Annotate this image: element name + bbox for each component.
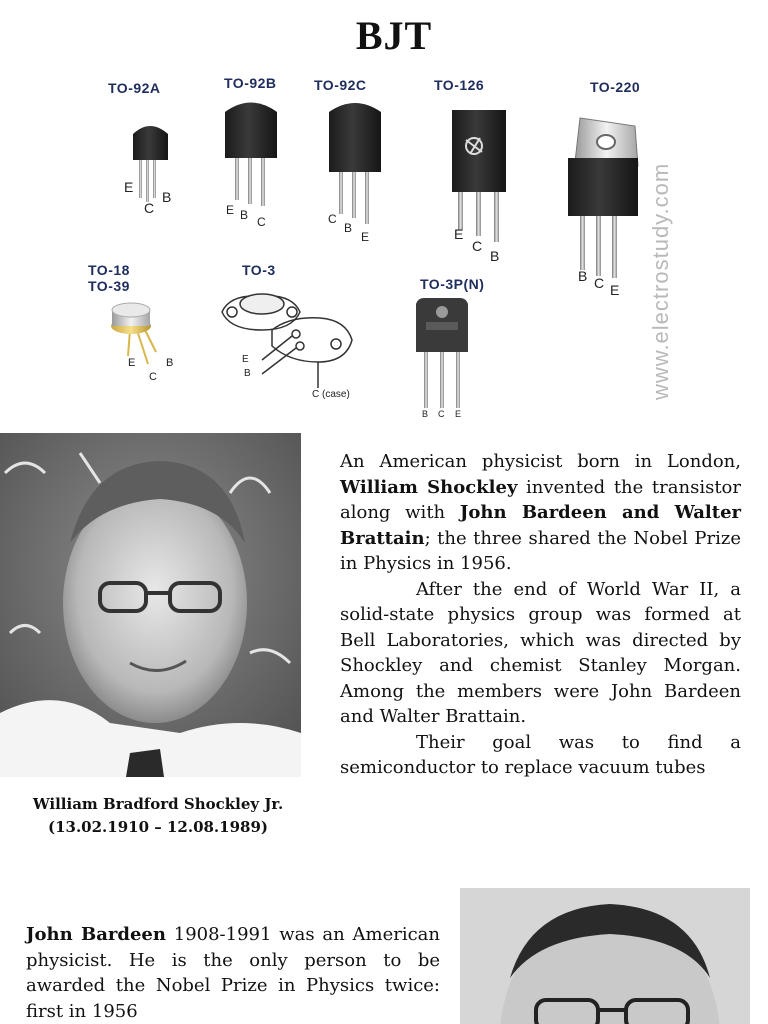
to92b-label: TO-92B — [224, 75, 277, 91]
to3-transistor — [222, 294, 352, 388]
shockley-paragraph-2: After the end of World War II, a solid-state physics group was formed at Bell Laboratories, which was directed by Shockley and chemist Stanley Morgan. Among the members were John Bardeen and Walter Brattain. — [340, 578, 741, 727]
to3-pin-c-case: C (case) — [312, 389, 350, 400]
to3-pin-b: B — [244, 368, 251, 379]
to3-label: TO-3 — [242, 262, 276, 278]
to220-transistor — [568, 118, 638, 278]
to126-transistor — [452, 110, 506, 242]
watermark: www.electrostudy.com — [648, 162, 673, 400]
to126-label: TO-126 — [434, 77, 485, 93]
to92c-pin-c: C — [328, 212, 337, 226]
shockley-photo — [0, 433, 301, 777]
to3pn-pin-e: E — [455, 409, 462, 419]
to3pn-transistor — [416, 298, 468, 408]
shockley-caption-name: William Bradford Shockley Jr. — [32, 795, 284, 813]
shockley-caption — [0, 793, 316, 839]
to92b-pin-b: B — [240, 208, 249, 222]
bardeen-photo — [460, 888, 750, 1024]
to220-pin-b: B — [578, 268, 588, 284]
to18-pin-c: C — [149, 371, 157, 383]
to92c-pin-b: B — [344, 221, 353, 235]
shockley-paragraph-1: An American physicist born in London, William Shockley invented the transistor along with John Bardeen and Walter Brattain; the three shared the Nobel Prize in Physics in 1956. — [340, 451, 742, 574]
to92a-pin-e: E — [124, 179, 134, 195]
bardeen-text — [26, 922, 440, 1024]
to126-pin-c: C — [472, 238, 483, 254]
to126-pin-e: E — [454, 226, 464, 242]
to92a-label: TO-92A — [108, 80, 161, 96]
to3pn-pin-b: B — [422, 409, 429, 419]
to39-label: TO-39 — [88, 278, 130, 294]
to92a-pin-c: C — [144, 200, 155, 216]
to3pn-pin-c: C — [438, 409, 445, 419]
to220-label: TO-220 — [590, 79, 641, 95]
to220-pin-e: E — [610, 282, 620, 298]
to18-label: TO-18 — [88, 262, 130, 278]
to3-pin-e: E — [242, 354, 249, 365]
to18-pin-b: B — [166, 357, 174, 369]
to92a-pin-b: B — [162, 189, 172, 205]
to92c-label: TO-92C — [314, 77, 367, 93]
to18-pin-e: E — [128, 357, 136, 369]
page-title: BJT — [355, 13, 433, 58]
bardeen-paragraph: John Bardeen 1908-1991 was an American physicist. He is the only person to be awarded the Nobel Prize in Physics twice: first in 1956 — [26, 924, 440, 1022]
to3pn-label: TO-3P(N) — [420, 276, 485, 292]
shockley-text — [340, 449, 741, 781]
shockley-paragraph-3: Their goal was to find a semiconductor to replace vacuum tubes — [340, 731, 741, 778]
to18-transistor — [111, 303, 156, 364]
to220-pin-c: C — [594, 275, 605, 291]
to92b-pin-e: E — [226, 203, 235, 217]
to92c-transistor — [329, 103, 381, 224]
to92b-transistor — [225, 103, 277, 207]
to92c-pin-e: E — [361, 230, 370, 244]
to126-pin-b: B — [490, 248, 500, 264]
to92b-pin-c: C — [257, 215, 266, 229]
shockley-caption-dates: (13.02.1910 – 12.08.1989) — [47, 818, 269, 836]
